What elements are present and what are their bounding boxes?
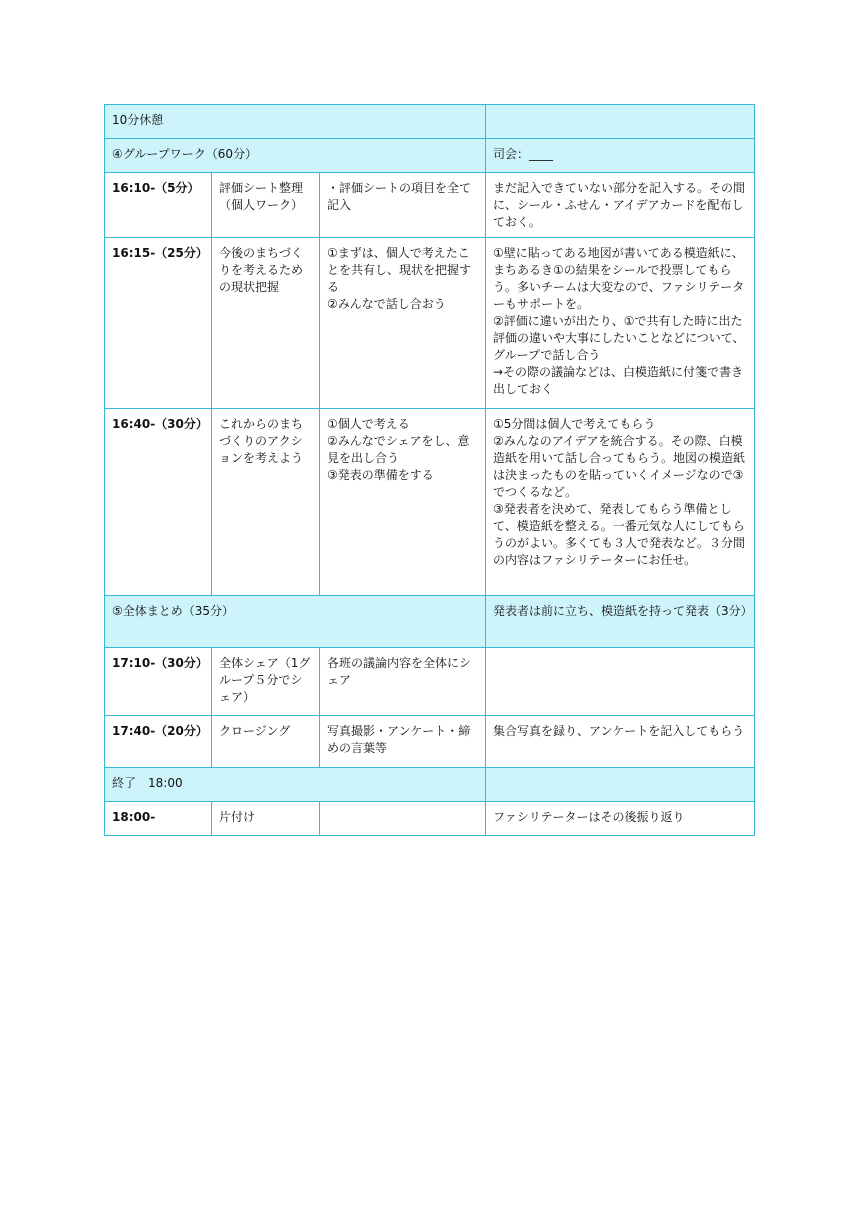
section-note: [486, 768, 755, 802]
section-row-break: [105, 105, 755, 139]
table-row: [105, 173, 755, 238]
section-note: [486, 105, 755, 139]
note-cell: ファシリテーターはその後振り返り: [486, 802, 755, 836]
activity-cell: クロージング: [212, 716, 320, 768]
section-note: 発表者は前に立ち、模造紙を持って発表（3分）: [486, 596, 755, 648]
time-cell: 17:10-（30分）: [105, 648, 212, 716]
content-cell: 各班の議論内容を全体にシェア: [320, 648, 486, 716]
section-row-summary: [105, 596, 755, 648]
note-cell: ①壁に貼ってある地図が書いてある模造紙に、まちあるき①の結果をシールで投票してもらう。多いチームは大変なので、ファシリテーターもサポートを。 ②評価に違いが出たり、①で共有した時に出た評価の違いや大事にしたいことなどについて、グループで話し合う →その際の議論などは、白模造紙に付箋で書き出しておく: [486, 238, 755, 409]
table-row: [105, 716, 755, 768]
section-row-end: [105, 768, 755, 802]
content-cell: ①個人で考える ②みんなでシェアをし、意見を出し合う ③発表の準備をする: [320, 409, 486, 596]
table-row: [105, 409, 755, 596]
time-cell: 16:10-（5分）: [105, 173, 212, 238]
activity-cell: 今後のまちづくりを考えるための現状把握: [212, 238, 320, 409]
activity-cell: 全体シェア（1グループ５分でシェア）: [212, 648, 320, 716]
note-cell: ①5分間は個人で考えてもらう ②みんなのアイデアを統合する。その際、白模造紙を用いて話し合ってもらう。地図の模造紙は決まったものを貼っていくイメージなので③でつくるなど。 ③発表者を決めて、発表してもらう準備として、模造紙を整える。一番元気な人にしてもらうのがよい。多くても３人で発表など。３分間の内容はファシリテーターにお任せ。: [486, 409, 755, 596]
content-cell: 写真撮影・アンケート・締めの言葉等: [320, 716, 486, 768]
time-cell: 16:15-（25分）: [105, 238, 212, 409]
note-cell: 集合写真を録り、アンケートを記入してもらう: [486, 716, 755, 768]
section-title: 終了 18:00: [105, 768, 486, 802]
section-title: ⑤全体まとめ（35分）: [105, 596, 486, 648]
activity-cell: 片付け: [212, 802, 320, 836]
section-title: 10分休憩: [105, 105, 486, 139]
time-cell: 17:40-（20分）: [105, 716, 212, 768]
note-cell: まだ記入できていない部分を記入する。その間に、シール・ふせん・アイデアカードを配布しておく。: [486, 173, 755, 238]
time-cell: 16:40-（30分）: [105, 409, 212, 596]
section-note: 司会：____: [486, 139, 755, 173]
table-row: [105, 238, 755, 409]
time-cell: 18:00-: [105, 802, 212, 836]
table-row: [105, 802, 755, 836]
content-cell: ①まずは、個人で考えたことを共有し、現状を把握する ②みんなで話し合おう: [320, 238, 486, 409]
activity-cell: 評価シート整理 （個人ワーク）: [212, 173, 320, 238]
schedule-table: [104, 104, 755, 836]
note-cell: [486, 648, 755, 716]
section-row-groupwork: [105, 139, 755, 173]
section-title: ④グループワーク（60分）: [105, 139, 486, 173]
content-cell: ・評価シートの項目を全て記入: [320, 173, 486, 238]
activity-cell: これからのまちづくりのアクションを考えよう: [212, 409, 320, 596]
table-row: [105, 648, 755, 716]
content-cell: [320, 802, 486, 836]
